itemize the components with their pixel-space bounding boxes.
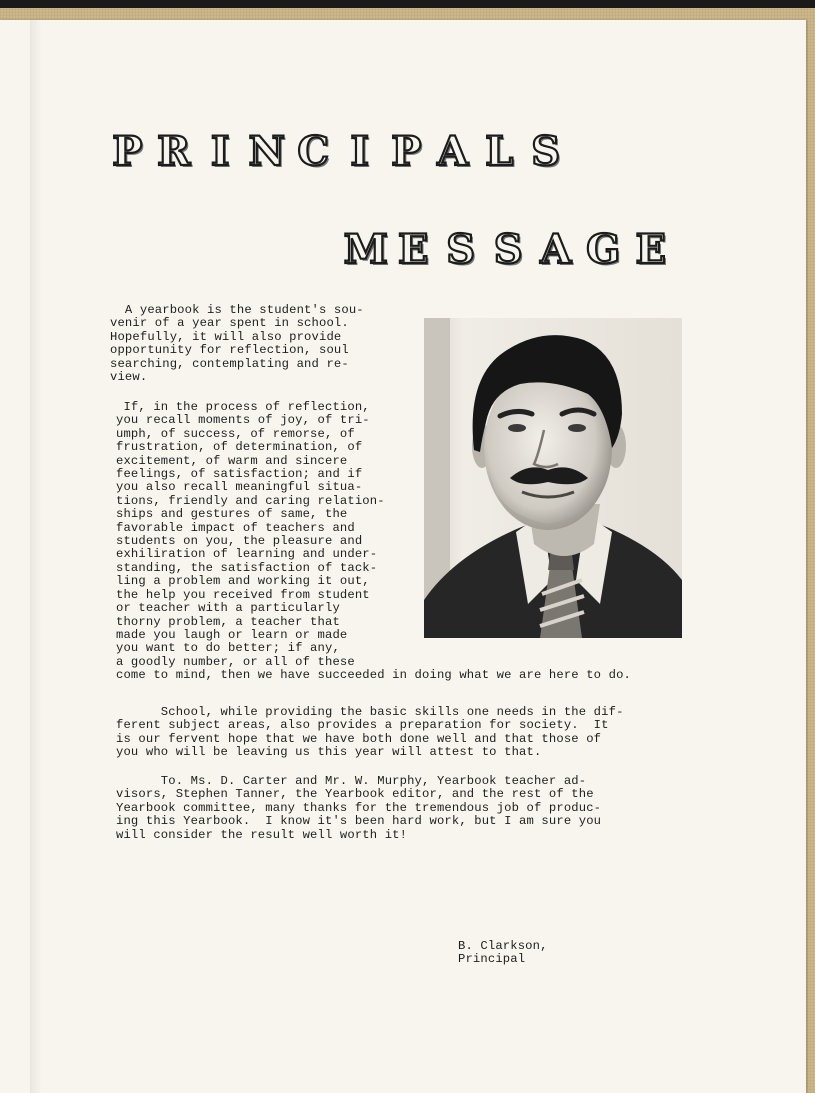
text-line: venir of a year spent in school. bbox=[110, 316, 349, 331]
paragraph-intro bbox=[110, 304, 364, 384]
text-line: made you laugh or learn or made bbox=[116, 627, 348, 642]
title-letter: P bbox=[112, 128, 143, 175]
text-line: you also recall meaningful situa- bbox=[116, 480, 363, 495]
title-letter: M bbox=[343, 226, 388, 273]
text-line: thorny problem, a teacher that bbox=[116, 614, 340, 629]
text-line: come to mind, then we have succeeded in doing what we are here to do. bbox=[116, 668, 631, 683]
title-message bbox=[342, 228, 675, 272]
text-line: exhiliration of learning and under- bbox=[116, 547, 378, 562]
text-line: standing, the satisfaction of tack- bbox=[116, 560, 378, 575]
text-line: a goodly number, or all of these bbox=[116, 654, 355, 669]
paragraph-reflection bbox=[116, 401, 631, 683]
text-line: frustration, of determination, of bbox=[116, 440, 363, 455]
signature-role: Principal bbox=[458, 952, 526, 967]
text-line: you who will be leaving us this year will attest to that. bbox=[116, 745, 542, 760]
text-line: ferent subject areas, also provides a preparation for society. It bbox=[116, 718, 609, 733]
text-line: feelings, of satisfaction; and if bbox=[116, 467, 363, 482]
text-line: excitement, of warm and sincere bbox=[116, 453, 348, 468]
title-letter: P bbox=[391, 128, 422, 175]
paragraph-school bbox=[116, 706, 624, 760]
text-line: or teacher with a particularly bbox=[116, 601, 340, 616]
title-letter: A bbox=[540, 226, 572, 273]
text-line: If, in the process of reflection, bbox=[116, 400, 370, 414]
text-line: is our fervent hope that we have both done well and that those of bbox=[116, 731, 602, 746]
text-line: the help you received from student bbox=[116, 587, 370, 602]
text-line: Yearbook committee, many thanks for the tremendous job of produc- bbox=[116, 800, 602, 815]
title-letter: E bbox=[398, 226, 429, 273]
text-line: School, while providing the basic skills one needs in the dif- bbox=[116, 705, 624, 719]
text-line: ling a problem and working it out, bbox=[116, 574, 370, 589]
title-letter: E bbox=[635, 226, 666, 273]
title-letter: G bbox=[586, 226, 621, 273]
text-line: favorable impact of teachers and bbox=[116, 520, 355, 535]
text-line: you recall moments of joy, of tri- bbox=[116, 413, 370, 428]
text-line: students on you, the pleasure and bbox=[116, 534, 363, 549]
text-line: To. Ms. D. Carter and Mr. W. Murphy, Yearbook teacher ad- bbox=[116, 774, 587, 788]
text-line: opportunity for reflection, soul bbox=[110, 343, 349, 358]
title-letter: R bbox=[157, 128, 191, 175]
text-line: view. bbox=[110, 370, 148, 385]
page-gutter bbox=[30, 20, 42, 1093]
text-line: ing this Yearbook. I know it's been hard work, but I am sure you bbox=[116, 814, 602, 829]
title-letter: I bbox=[350, 128, 370, 175]
text-line: umph, of success, of remorse, of bbox=[116, 426, 355, 441]
text-line: A yearbook is the student's sou- bbox=[110, 303, 364, 317]
title-letter: C bbox=[297, 128, 330, 175]
text-line: searching, contemplating and re- bbox=[110, 356, 349, 371]
text-line: you want to do better; if any, bbox=[116, 641, 340, 656]
text-line: tions, friendly and caring relation- bbox=[116, 493, 385, 508]
title-letter: S bbox=[446, 226, 476, 273]
text-line: will consider the result well worth it! bbox=[116, 827, 408, 842]
title-letter: S bbox=[493, 226, 523, 273]
title-letter: S bbox=[531, 128, 561, 175]
title-letter: I bbox=[210, 128, 230, 175]
signature-block bbox=[458, 940, 548, 967]
title-principals bbox=[104, 130, 569, 174]
title-letter: N bbox=[248, 128, 286, 175]
text-line: Hopefully, it will also provide bbox=[110, 329, 342, 344]
title-letter: A bbox=[437, 128, 469, 175]
paragraph-thanks bbox=[116, 775, 601, 842]
text-line: visors, Stephen Tanner, the Yearbook editor, and the rest of the bbox=[116, 787, 594, 802]
title-letter: L bbox=[485, 128, 514, 175]
signature-name: B. Clarkson, bbox=[458, 939, 548, 953]
text-line: ships and gestures of same, the bbox=[116, 507, 348, 522]
